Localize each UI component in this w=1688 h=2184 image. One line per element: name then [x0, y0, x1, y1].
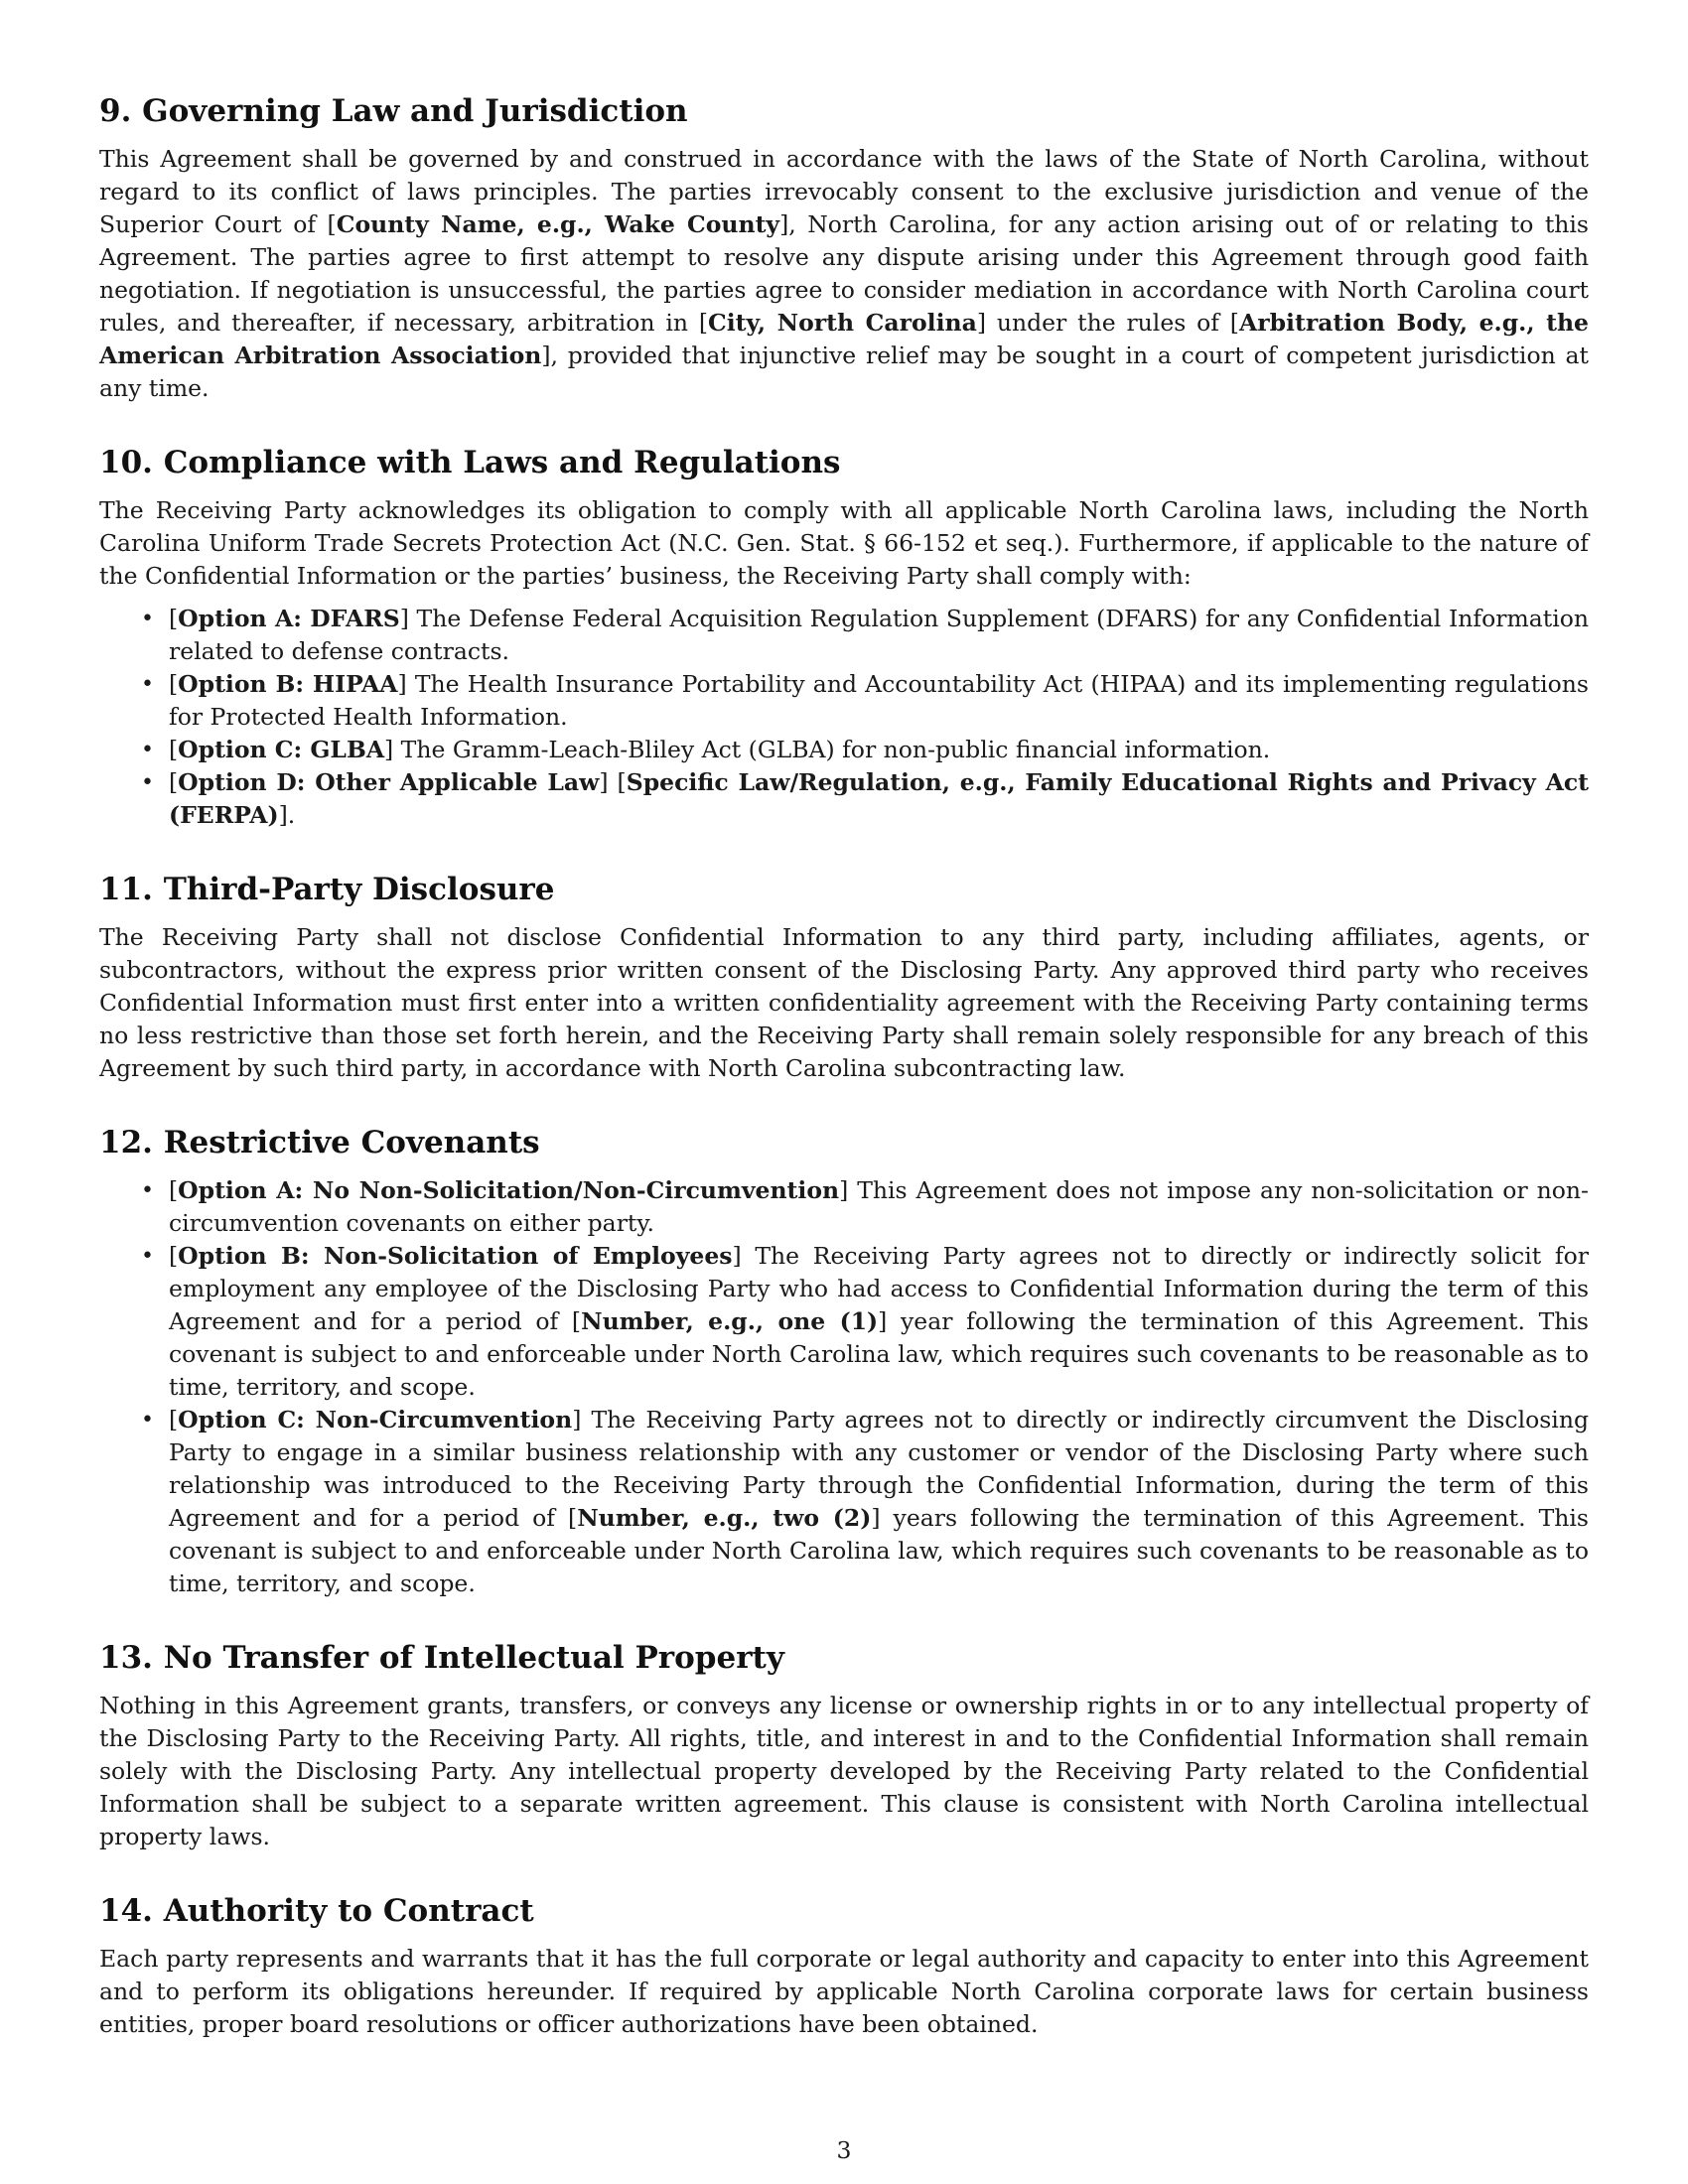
bracket: [ — [169, 768, 179, 796]
section-authority — [99, 1891, 1589, 2041]
text-run: ], North Carolina, for any action arising out of or relating to this Agreement. The parties agree to first attempt to resolve any dispute arising under this Agreement through good faith negotiation. If negotiation is unsuccessful, the parties agree to consider mediation in accordance with North Carolina court rules, and thereafter, if necessary, arbitration in [ — [99, 210, 1589, 337]
bracket: [ — [169, 1176, 179, 1204]
bracket: [ — [169, 1406, 179, 1433]
list-item — [141, 668, 1589, 734]
option-label: Option C: Non-Circumvention — [178, 1406, 573, 1433]
bracket: [ — [169, 670, 179, 698]
option-label: Number, e.g., two (2) — [577, 1504, 872, 1532]
section-heading: 14. Authority to Contract — [99, 1893, 534, 1929]
option-label: Option B: Non-Solicitation of Employees — [178, 1242, 733, 1270]
option-text: ] [ — [599, 768, 627, 796]
section-paragraph: Each party represents and warrants that it has the full corporate or legal authority and capacity to enter into this Agreement and to perform its obligations hereunder. If required by applicable North Carolina corporate laws for certain business entities, proper board resolutions or officer authorizations have been obtained. — [99, 1945, 1589, 2038]
section-paragraph — [99, 143, 1589, 405]
bullet-icon: • — [141, 770, 154, 795]
list-item — [141, 1174, 1589, 1240]
option-text: ] This Agreement does not impose any non-solicitation or non-circumvention covenants on either party. — [169, 1176, 1589, 1237]
bracket: [ — [169, 1242, 179, 1270]
option-text: ] The Receiving Party agrees not to directly or indirectly solicit for employment any employee of the Disclosing Party who had access to Confidential Information during the term of this Agreement and for a period of [ — [169, 1242, 1589, 1335]
option-label: Option A: No Non-Solicitation/Non-Circumvention — [178, 1176, 840, 1204]
bullet-icon: • — [141, 607, 154, 631]
option-text: ] The Receiving Party agrees not to directly or indirectly circumvent the Disclosing Party to engage in a similar business relationship with any customer or vendor of the Disclosing Party where such relationship was introduced to the Receiving Party through the Confidential Information, during the term of this Agreement and for a period of [ — [169, 1406, 1589, 1532]
section-paragraph: The Receiving Party acknowledges its obligation to comply with all applicable North Carolina laws, including the North Carolina Uniform Trade Secrets Protection Act (N.C. Gen. Stat. § 66-152 et seq.). Furthermore, if applicable to the nature of the Confidential Information or the parties’ business, the Receiving Party shall comply with: — [99, 496, 1589, 590]
section-heading: 10. Compliance with Laws and Regulations — [99, 445, 841, 480]
section-restrictive-covenants — [99, 1123, 1589, 1600]
text-run: ] under the rules of [ — [976, 309, 1239, 337]
option-label: Specific Law/Regulation, e.g., Family Educational Rights and Privacy Act (FERPA) — [169, 768, 1589, 829]
option-text: ]. — [278, 801, 296, 829]
placeholder-arbitration-body: Arbitration Body, e.g., the American Arbitration Association — [99, 309, 1589, 369]
option-label: Option D: Other Applicable Law — [178, 768, 600, 796]
option-label: Option A: DFARS — [178, 605, 400, 632]
section-compliance — [99, 443, 1589, 832]
text-run: This Agreement shall be governed by and construed in accordance with the laws of the State of North Carolina, without regard to its conflict of laws principles. The parties irrevocably consent to the exclusive jurisdiction and venue of the Superior Court of [ — [99, 145, 1589, 238]
placeholder-county: County Name, e.g., Wake County — [336, 210, 780, 238]
option-label: Number, e.g., one (1) — [581, 1307, 879, 1335]
text-run: ], provided that injunctive relief may be sought in a court of competent jurisdiction at any time. — [99, 341, 1589, 402]
list-item — [141, 734, 1589, 766]
list-item — [141, 603, 1590, 668]
list-item — [141, 1404, 1589, 1600]
list-item — [141, 1240, 1589, 1404]
bullet-icon: • — [141, 1178, 154, 1203]
section-heading: 11. Third-Party Disclosure — [99, 872, 555, 907]
option-label: Option B: HIPAA — [178, 670, 398, 698]
option-text: ] The Health Insurance Portability and Accountability Act (HIPAA) and its implementing regulations for Protected Health Information. — [169, 670, 1589, 731]
option-text: ] years following the termination of this Agreement. This covenant is subject to and enforceable under North Carolina law, which requires such covenants to be reasonable as to time, territory, and scope. — [169, 1504, 1589, 1597]
bullet-icon: • — [141, 738, 154, 762]
bracket: [ — [169, 736, 179, 763]
option-list — [99, 1174, 1589, 1600]
document-page — [99, 91, 1589, 2079]
option-text: ] The Defense Federal Acquisition Regulation Supplement (DFARS) for any Confidential Information related to defense contracts. — [169, 605, 1590, 665]
section-paragraph: Nothing in this Agreement grants, transfers, or conveys any license or ownership rights in or to any intellectual property of the Disclosing Party to the Receiving Party. All rights, title, and interest in and to the Confidential Information shall remain solely with the Disclosing Party. Any intellectual property developed by the Receiving Party related to the Confidential Information shall be subject to a separate written agreement. This clause is consistent with North Carolina intellectual property laws. — [99, 1692, 1589, 1850]
option-label: Option C: GLBA — [178, 736, 385, 763]
option-text: ] year following the termination of this Agreement. This covenant is subject to and enforceable under North Carolina law, which requires such covenants to be reasonable as to time, territory, and scope. — [169, 1307, 1589, 1401]
section-heading: 13. No Transfer of Intellectual Property — [99, 1640, 784, 1676]
section-heading: 12. Restrictive Covenants — [99, 1125, 540, 1160]
section-third-party — [99, 870, 1589, 1085]
list-item — [141, 766, 1589, 832]
option-text: ] The Gramm-Leach-Bliley Act (GLBA) for non-public financial information. — [384, 736, 1271, 763]
section-governing-law — [99, 91, 1589, 405]
section-paragraph: The Receiving Party shall not disclose Confidential Information to any third party, including affiliates, agents, or subcontractors, without the express prior written consent of the Disclosing Party. Any approved third party who receives Confidential Information must first enter into a written confidentiality agreement with the Receiving Party containing terms no less restrictive than those set forth herein, and the Receiving Party shall remain solely responsible for any breach of this Agreement by such third party, in accordance with North Carolina subcontracting law. — [99, 923, 1589, 1082]
option-list — [99, 603, 1589, 832]
section-intellectual-property — [99, 1638, 1589, 1853]
placeholder-city: City, North Carolina — [708, 309, 977, 337]
bullet-icon: • — [141, 1408, 154, 1433]
bullet-icon: • — [141, 672, 154, 697]
bullet-icon: • — [141, 1244, 154, 1269]
bracket: [ — [169, 605, 179, 632]
section-heading: 9. Governing Law and Jurisdiction — [99, 93, 688, 129]
page-number: 3 — [836, 2136, 852, 2164]
